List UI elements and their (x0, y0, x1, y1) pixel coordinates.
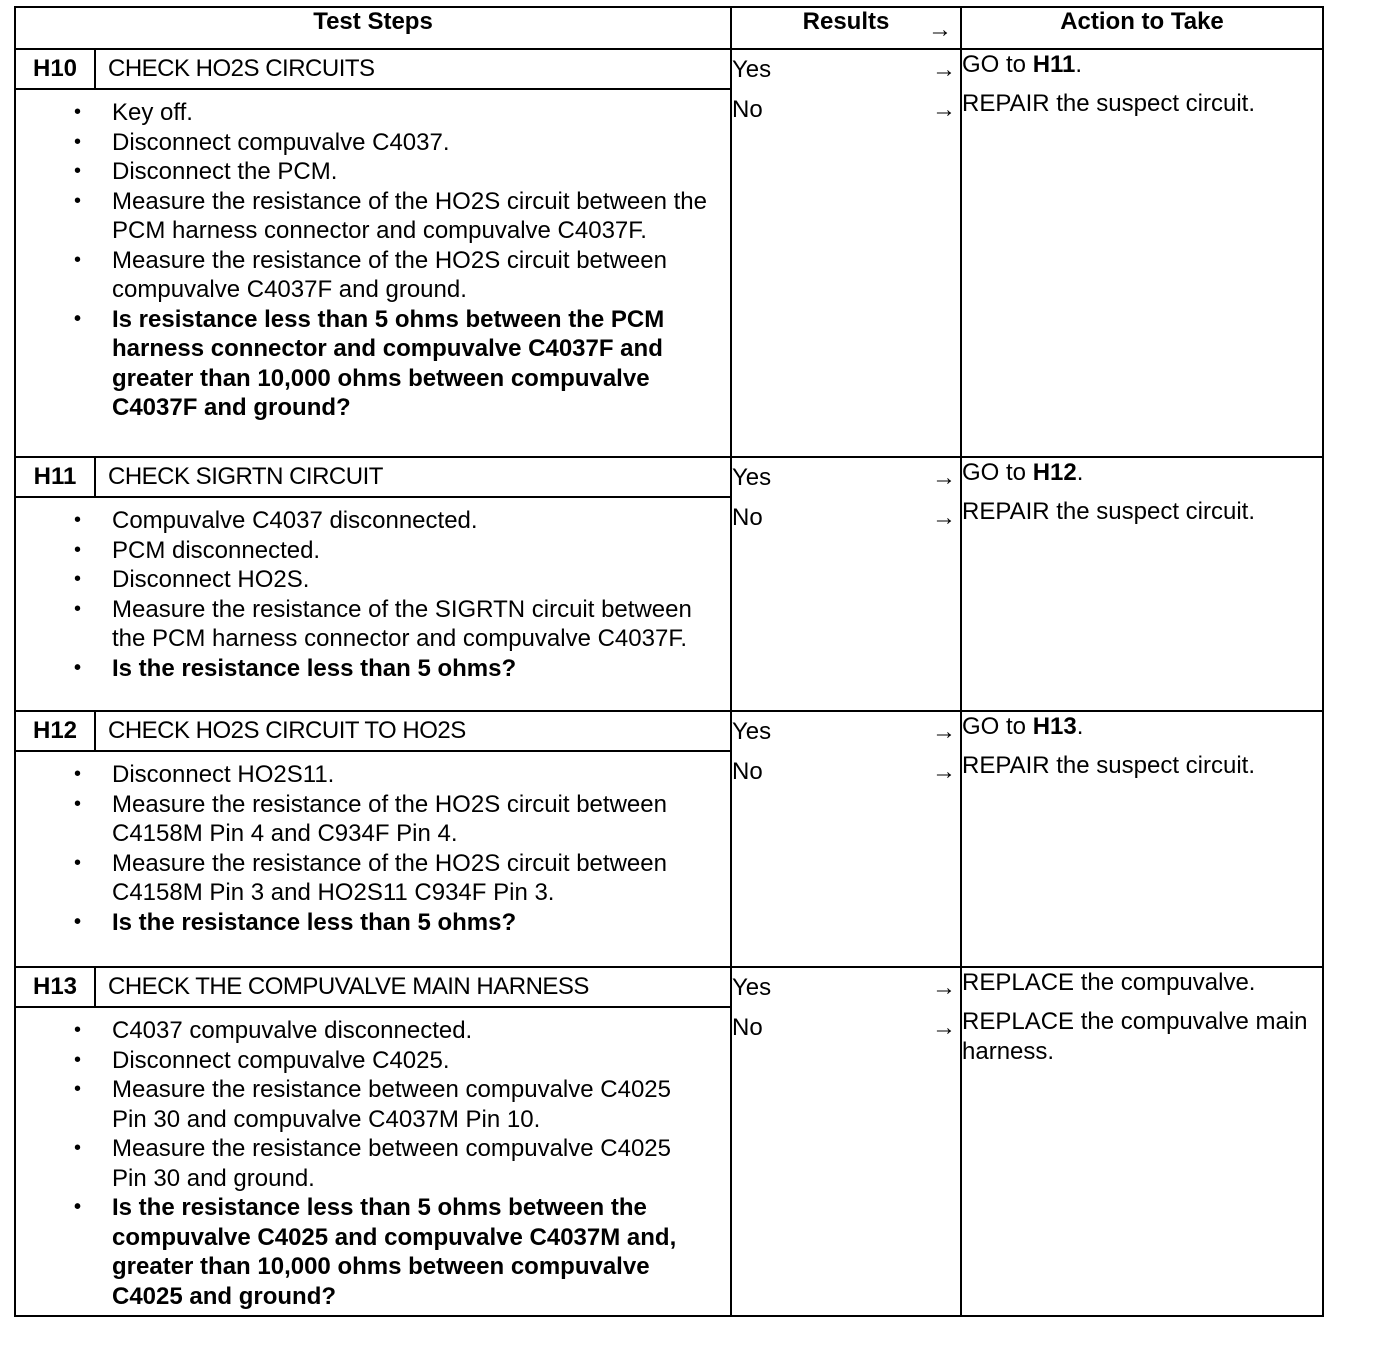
step-bullet: • Measure the resistance of the HO2S circuit between C4158M Pin 3 and HO2S11 C934F Pin 3. (112, 849, 710, 908)
step-bullet: • Key off. (112, 98, 710, 128)
step-bullet: • Disconnect compuvalve C4037. (112, 128, 710, 158)
result-yes (732, 968, 960, 1008)
header-action: Action to Take (961, 7, 1323, 49)
action-text: GO to (962, 459, 1033, 486)
arrow-right-icon: → (932, 1014, 956, 1041)
action-text: REPLACE the compuvalve. (962, 969, 1256, 996)
arrow-right-icon: → (932, 974, 956, 1001)
step-bullet: • Compuvalve C4037 disconnected. (112, 506, 710, 536)
action-text: GO to (962, 713, 1033, 740)
step-title-row (16, 50, 730, 90)
action-text: REPLACE the compuvalve main harness. (962, 1008, 1308, 1065)
test-steps-cell (15, 49, 731, 457)
step-bullet: • Measure the resistance between compuvalve C4025 Pin 30 and compuvalve C4037M Pin 10. (112, 1075, 710, 1134)
arrow-right-icon: → (932, 96, 956, 123)
action-cell (961, 49, 1323, 457)
result-yes (732, 712, 960, 752)
step-question: • Is the resistance less than 5 ohms? (112, 908, 710, 938)
step-bullet: • Measure the resistance of the SIGRTN circuit between the PCM harness connector and compuvalve C4037F. (112, 595, 710, 654)
result-label: No (732, 1014, 763, 1041)
action-line (962, 497, 1322, 527)
action-line (962, 50, 1322, 80)
result-label: No (732, 504, 763, 531)
step-row-h12 (15, 711, 1323, 967)
step-bullet: • Disconnect the PCM. (112, 157, 710, 187)
action-line (962, 1007, 1322, 1067)
step-question: • Is the resistance less than 5 ohms? (112, 654, 710, 684)
test-steps-cell (15, 967, 731, 1316)
step-row-h10 (15, 49, 1323, 457)
action-step-ref: H11 (1032, 51, 1076, 78)
step-bullet: • Measure the resistance between compuvalve C4025 Pin 30 and ground. (112, 1134, 710, 1193)
header-test-steps: Test Steps (15, 7, 731, 49)
results-cell (731, 711, 961, 967)
step-rows (15, 49, 1323, 1316)
action-text: GO to (962, 51, 1033, 78)
step-id: H10 (16, 50, 96, 88)
step-bullet-list (16, 498, 730, 687)
arrow-right-icon: → (932, 718, 956, 745)
step-row-h13 (15, 967, 1323, 1316)
action-suffix: . (1076, 713, 1084, 740)
action-line (962, 968, 1322, 998)
step-title: CHECK SIGRTN CIRCUIT (108, 463, 383, 490)
result-label: Yes (732, 56, 772, 83)
arrow-right-icon: → (932, 56, 956, 83)
step-bullet-list (16, 90, 730, 427)
result-no (732, 1008, 960, 1048)
step-bullet-list (16, 752, 730, 941)
step-id: H11 (16, 458, 96, 496)
action-text: REPAIR the suspect circuit. (962, 498, 1255, 525)
result-no (732, 752, 960, 792)
action-line (962, 89, 1322, 119)
arrow-right-icon: → (932, 464, 956, 491)
header-results-label: Results (802, 8, 890, 35)
action-line (962, 751, 1322, 781)
step-bullet: • Disconnect HO2S. (112, 565, 710, 595)
result-yes (732, 50, 960, 90)
diagnostic-table (14, 6, 1324, 1317)
header-results (731, 7, 961, 49)
action-step-ref: H13 (1032, 713, 1077, 740)
step-title: CHECK HO2S CIRCUITS (108, 55, 375, 82)
action-cell (961, 711, 1323, 967)
results-cell (731, 49, 961, 457)
step-bullet-list (16, 1008, 730, 1315)
test-steps-cell (15, 711, 731, 967)
step-row-h11 (15, 457, 1323, 711)
step-bullet: • PCM disconnected. (112, 536, 710, 566)
step-question: • Is resistance less than 5 ohms between the PCM harness connector and compuvalve C4037F and greater than 10,000 ohms between compuvalve C4037F and ground? (112, 305, 710, 423)
step-title: CHECK THE COMPUVALVE MAIN HARNESS (108, 973, 589, 1000)
result-no (732, 498, 960, 538)
step-id: H12 (16, 712, 96, 750)
action-text: REPAIR the suspect circuit. (962, 90, 1255, 117)
action-line (962, 458, 1322, 488)
action-line (962, 712, 1322, 742)
result-yes (732, 458, 960, 498)
step-title-row (16, 712, 730, 752)
step-title: CHECK HO2S CIRCUIT TO HO2S (108, 717, 466, 744)
results-cell (731, 967, 961, 1316)
step-question: • Is the resistance less than 5 ohms between the compuvalve C4025 and compuvalve C4037M and, greater than 10,000 ohms between compuvalve C4025 and ground? (112, 1193, 710, 1311)
header-row (15, 7, 1323, 49)
action-cell (961, 457, 1323, 711)
action-suffix: . (1075, 51, 1083, 78)
result-label: Yes (732, 974, 772, 1001)
results-cell (731, 457, 961, 711)
test-steps-cell (15, 457, 731, 711)
step-bullet: • Disconnect compuvalve C4025. (112, 1046, 710, 1076)
arrow-right-icon: → (928, 16, 952, 43)
step-bullet: • C4037 compuvalve disconnected. (112, 1016, 710, 1046)
step-title-row (16, 968, 730, 1008)
result-label: No (732, 96, 763, 123)
action-cell (961, 967, 1323, 1316)
step-id: H13 (16, 968, 96, 1006)
diagnostic-table-sheet (14, 6, 1322, 1317)
arrow-right-icon: → (932, 758, 956, 785)
arrow-right-icon: → (932, 504, 956, 531)
step-title-row (16, 458, 730, 498)
action-text: REPAIR the suspect circuit. (962, 752, 1255, 779)
step-bullet: • Measure the resistance of the HO2S circuit between C4158M Pin 4 and C934F Pin 4. (112, 790, 710, 849)
result-no (732, 90, 960, 130)
step-bullet: • Measure the resistance of the HO2S circuit between compuvalve C4037F and ground. (112, 246, 710, 305)
result-label: No (732, 758, 763, 785)
step-bullet: • Disconnect HO2S11. (112, 760, 710, 790)
action-suffix: . (1076, 459, 1084, 486)
action-step-ref: H12 (1032, 459, 1077, 486)
step-bullet: • Measure the resistance of the HO2S circuit between the PCM harness connector and compuvalve C4037F. (112, 187, 710, 246)
result-label: Yes (732, 464, 772, 491)
result-label: Yes (732, 718, 772, 745)
